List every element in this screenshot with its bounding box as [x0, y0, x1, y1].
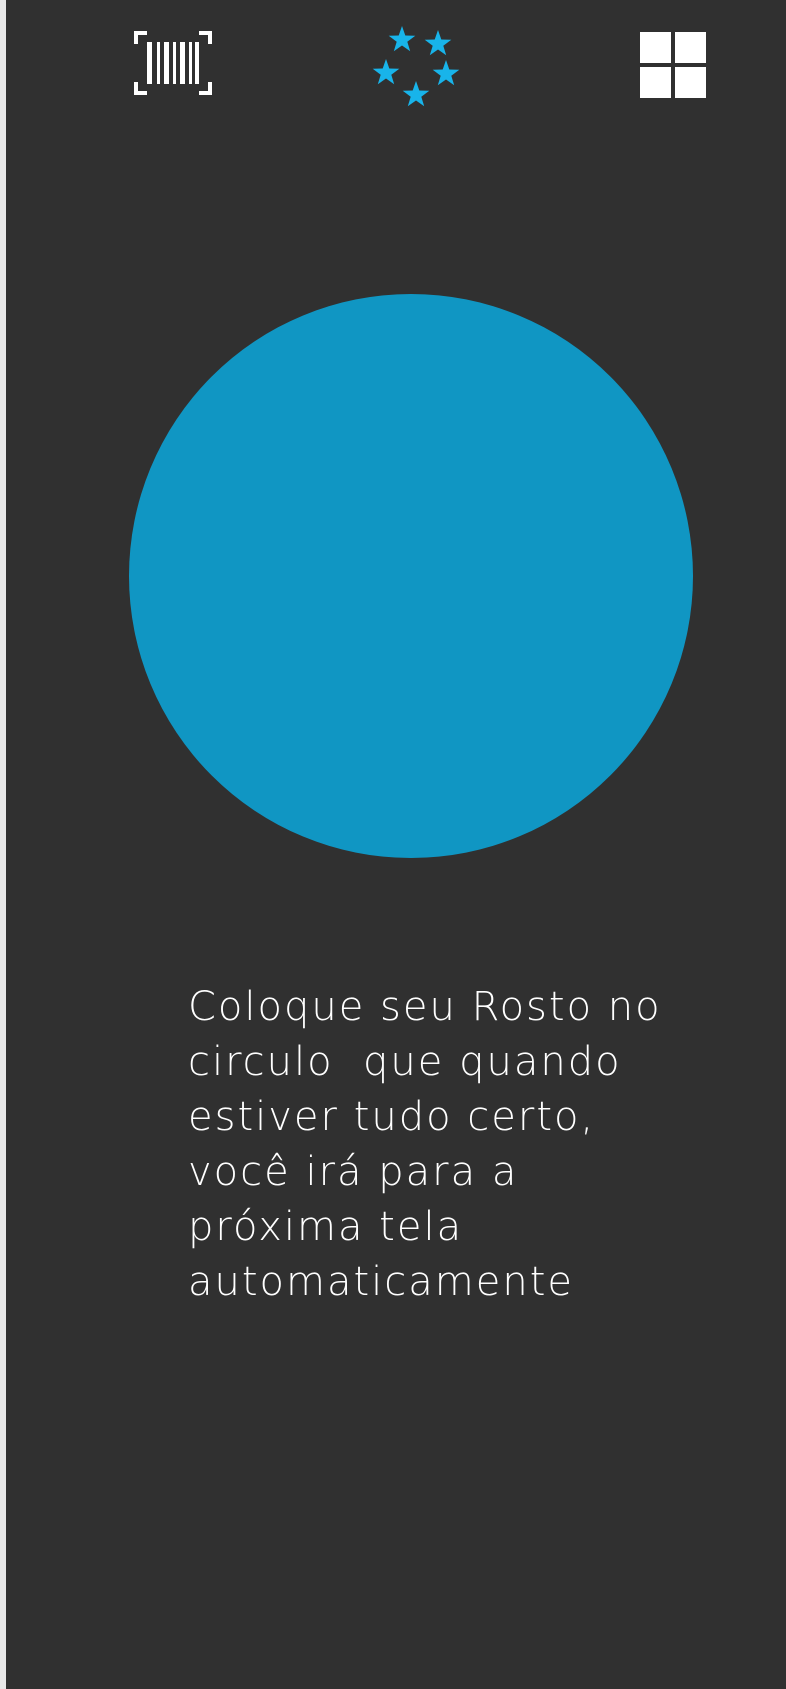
- eu-stars-logo-icon: [366, 24, 462, 110]
- face-capture-circle: [129, 294, 693, 858]
- app-screen: [6, 0, 786, 1689]
- barcode-scan-icon[interactable]: [133, 30, 213, 96]
- grid-menu-icon[interactable]: [640, 32, 706, 98]
- top-toolbar: [6, 0, 786, 110]
- face-capture-instruction: Coloque seu Rosto no circulo que quando estiver tudo certo, você irá para a próxima tela automaticamente: [188, 984, 677, 1305]
